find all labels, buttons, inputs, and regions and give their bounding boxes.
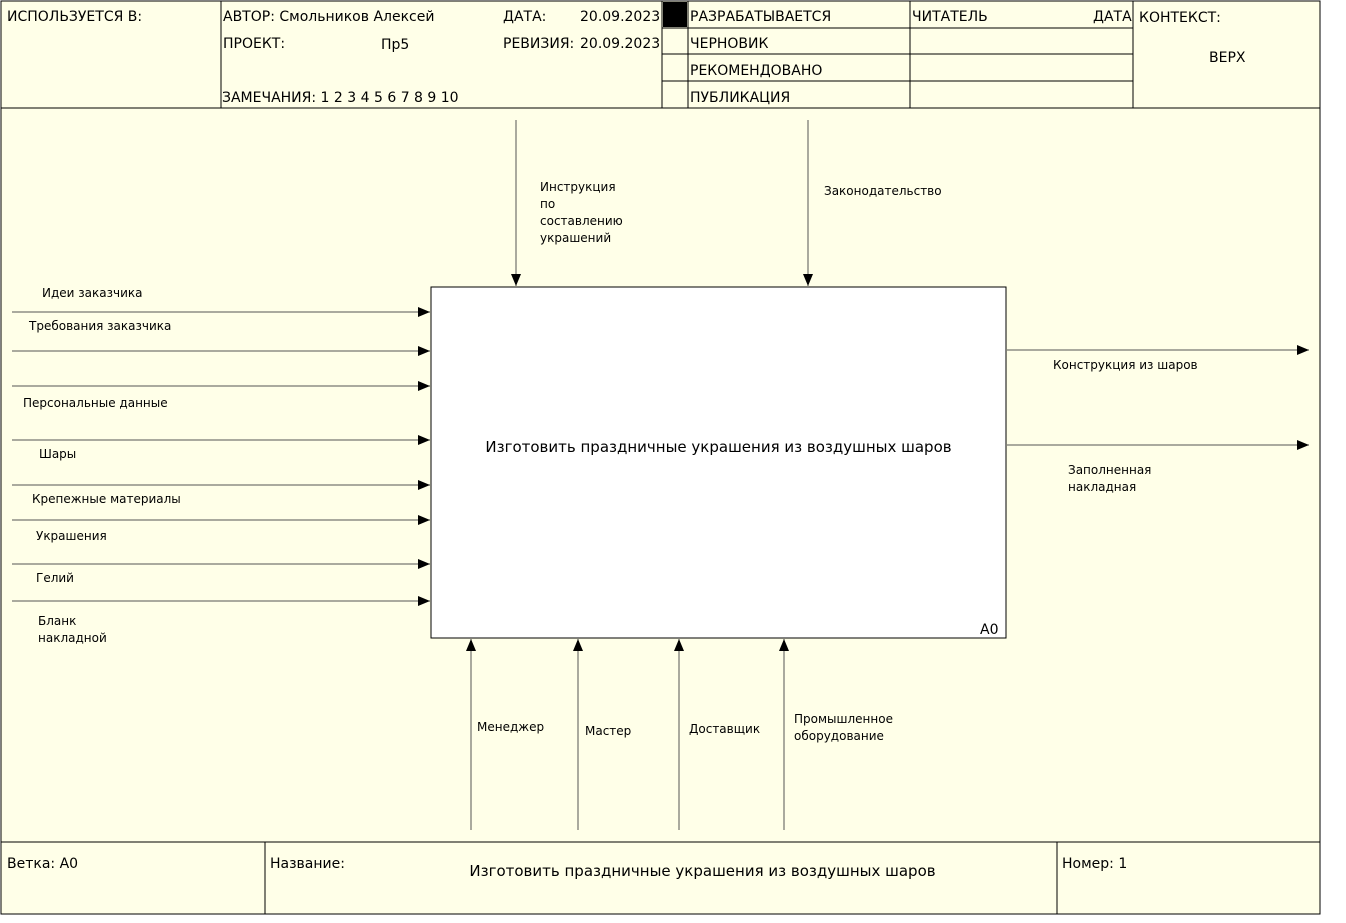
author-field: АВТОР: Смольников Алексей [223,9,435,25]
reader-label: ЧИТАТЕЛЬ [912,9,988,25]
output-label: Конструкция из шаров [1053,358,1198,372]
input-label: Бланк накладной [38,614,107,645]
input-label: Требования заказчика [29,319,172,333]
output-label: Заполненная накладная [1068,463,1152,494]
footer-number-label: Номер: 1 [1062,856,1128,872]
status-draft: ЧЕРНОВИК [690,36,769,52]
revision-label: РЕВИЗИЯ: [503,36,575,52]
status-marker [663,2,687,27]
activity-title: Изготовить праздничные украшения из воздушных шаров [485,438,952,456]
activity-node-number: A0 [980,622,999,638]
mechanism-label: Доставщик [689,722,761,736]
activity-box-a0[interactable] [431,287,1006,638]
footer-number-value: 1 [1118,856,1128,872]
project-value: Пр5 [381,37,410,53]
mechanism-label: Мастер [585,724,632,738]
footer-node-label: Ветка: A0 [7,856,79,872]
project-label: ПРОЕКТ: [223,36,286,52]
footer-node-value: A0 [59,856,79,872]
input-label: Украшения [36,529,107,543]
input-label: Персональные данные [23,396,168,410]
input-label: Шары [39,447,77,461]
control-label: Инструкция по составлению украшений [540,180,623,245]
input-label: Идеи заказчика [42,286,143,300]
footer-name-value: Изготовить праздничные украшения из воздушных шаров [469,862,936,880]
mechanism-label: Менеджер [477,720,545,734]
status-publication: ПУБЛИКАЦИЯ [690,90,791,106]
notes-field: ЗАМЕЧАНИЯ: 1 2 3 4 5 6 7 8 9 10 [222,90,459,106]
date-label: ДАТА: [503,9,547,25]
context-label: КОНТЕКСТ: [1139,10,1221,26]
mechanism-label: Промышленное оборудование [794,712,893,743]
footer-name-label: Название: [270,856,345,872]
input-label: Гелий [36,571,74,585]
input-label: Крепежные материалы [32,492,181,506]
context-value: ВЕРХ [1209,50,1246,66]
status-in-progress: РАЗРАБАТЫВАЕТСЯ [690,9,832,25]
reader-date-label: ДАТА [1093,9,1132,25]
control-label: Законодательство [824,184,942,198]
used-in-label: ИСПОЛЬЗУЕТСЯ В: [7,9,143,25]
date-value: 20.09.2023 [580,9,661,25]
revision-value: 20.09.2023 [580,36,661,52]
status-recommended: РЕКОМЕНДОВАНО [690,63,823,79]
